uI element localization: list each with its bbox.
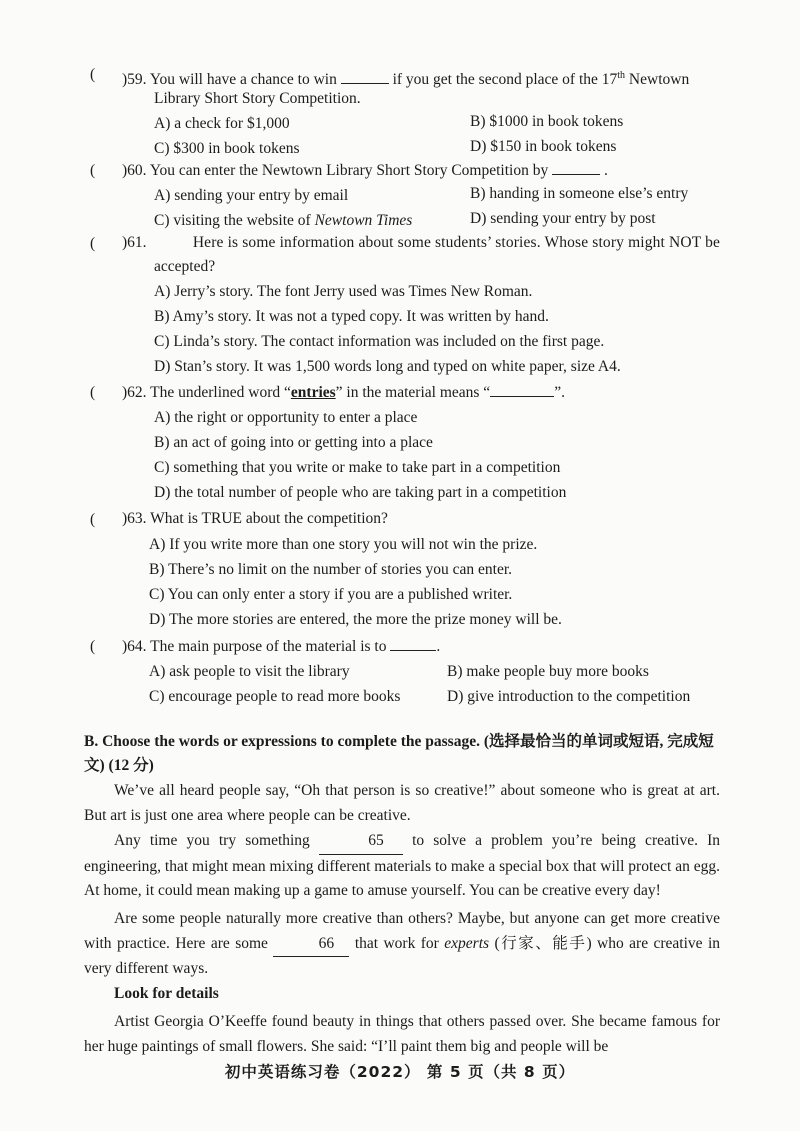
q61-option-b: B) Amy’s story. It was not a typed copy. It was written by hand. xyxy=(154,308,549,325)
answer-paren: ( xyxy=(90,235,96,252)
q64-stem: )64. The main purpose of the material is to . xyxy=(122,638,441,655)
q63-option-d: D) The more stories are entered, the more the prize money will be. xyxy=(149,611,562,628)
answer-paren: ( xyxy=(90,511,96,528)
q60-number: )60. xyxy=(122,162,147,179)
q63-number: )63. xyxy=(122,510,147,527)
q59-option-a: A) a check for $1,000 xyxy=(154,115,290,132)
passage-paragraph-4: Artist Georgia O’Keeffe found beauty in things that others passed over. She became famous for her huge paintings of small flowers. She said: “I’ll paint them big and people will be xyxy=(84,1013,720,1055)
q64-option-c: C) encourage people to read more books xyxy=(149,688,401,705)
answer-paren: ( xyxy=(90,638,96,655)
page-footer: 初中英语练习卷（2022） 第 5 页（共 8 页） xyxy=(224,1063,576,1081)
q61-option-c: C) Linda’s story. The contact information was included on the first page. xyxy=(154,333,605,350)
q63-option-b: B) There’s no limit on the number of stories you can enter. xyxy=(149,561,513,578)
blank-66: 66 xyxy=(273,932,349,958)
subheading-look-for-details: Look for details xyxy=(114,985,219,1002)
q64-option-b: B) make people buy more books xyxy=(447,663,649,680)
q62-option-c: C) something that you write or make to take part in a competition xyxy=(154,459,561,476)
blank-65: 65 xyxy=(319,829,403,855)
q63-option-c: C) You can only enter a story if you are a published writer. xyxy=(149,586,513,603)
q61-number: )61. xyxy=(122,234,147,251)
answer-paren: ( xyxy=(90,162,96,179)
answer-paren: ( xyxy=(90,384,96,401)
q59-number: )59. xyxy=(122,71,147,89)
q62-blank xyxy=(490,382,554,397)
q60-option-a: A) sending your entry by email xyxy=(154,187,349,204)
q60-option-c: C) visiting the website of Newtown Times xyxy=(154,212,413,229)
q61-stem-line2: accepted? xyxy=(154,258,216,275)
q64-blank xyxy=(390,636,436,651)
q63-stem: )63. What is TRUE about the competition? xyxy=(122,510,388,527)
answer-paren: ( xyxy=(90,66,96,83)
q64-number: )64. xyxy=(122,638,147,655)
q59-stem-line2: Library Short Story Competition. xyxy=(154,90,361,107)
underlined-word: entries xyxy=(290,384,336,401)
q60-blank xyxy=(552,160,600,175)
q62-option-d: D) the total number of people who are taking part in a competition xyxy=(154,484,567,501)
q59-stem: )59. You will have a chance to win if you get the second place of the 17th Newtown xyxy=(122,70,690,89)
q64-option-a: A) ask people to visit the library xyxy=(149,663,350,680)
q61-option-d: D) Stan’s story. It was 1,500 words long and typed on white paper, size A4. xyxy=(154,358,621,375)
section-b-heading: B. Choose the words or expressions to complete the passage. (选择最恰当的单词或短语, 完成短文) (12 分) xyxy=(84,733,714,774)
q60-stem: )60. You can enter the Newtown Library Short Story Competition by . xyxy=(122,162,608,179)
q62-option-a: A) the right or opportunity to enter a place xyxy=(154,409,418,426)
q63-option-a: A) If you write more than one story you will not win the prize. xyxy=(149,536,538,553)
q60-option-d: D) sending your entry by post xyxy=(470,210,656,227)
q60-option-b: B) handing in someone else’s entry xyxy=(470,185,689,202)
q61-stem: )61. Here is some information about some students’ stories. Whose story might NOT be xyxy=(122,234,720,251)
q59-option-b: B) $1000 in book tokens xyxy=(470,113,624,130)
passage-paragraph-2: Any time you try something 65 to solve a problem you’re being creative. In engineering, that might mean mixing different materials to make a special box that will protect an egg. At home, it could mean making up a game to amuse yourself. You can be creative every day! xyxy=(84,829,720,904)
q59-option-c: C) $300 in book tokens xyxy=(154,140,300,157)
q62-number: )62. xyxy=(122,384,147,401)
q59-blank xyxy=(341,69,389,84)
passage-paragraph-3: Are some people naturally more creative than others? Maybe, but anyone can get more creative with practice. Here are some 66 that work for experts (行家、能手) who are creative in very different ways. xyxy=(84,910,721,977)
passage-paragraph-1: We’ve all heard people say, “Oh that person is so creative!” about someone who is great at art. But art is just one area where people can be creative. xyxy=(84,782,720,824)
q61-option-a: A) Jerry’s story. The font Jerry used was Times New Roman. xyxy=(154,283,533,300)
q59-option-d: D) $150 in book tokens xyxy=(470,138,617,155)
q64-option-d: D) give introduction to the competition xyxy=(447,688,691,705)
q62-option-b: B) an act of going into or getting into a place xyxy=(154,434,433,451)
q62-stem: )62. The underlined word “entries” in the material means “ ”. xyxy=(122,384,565,401)
